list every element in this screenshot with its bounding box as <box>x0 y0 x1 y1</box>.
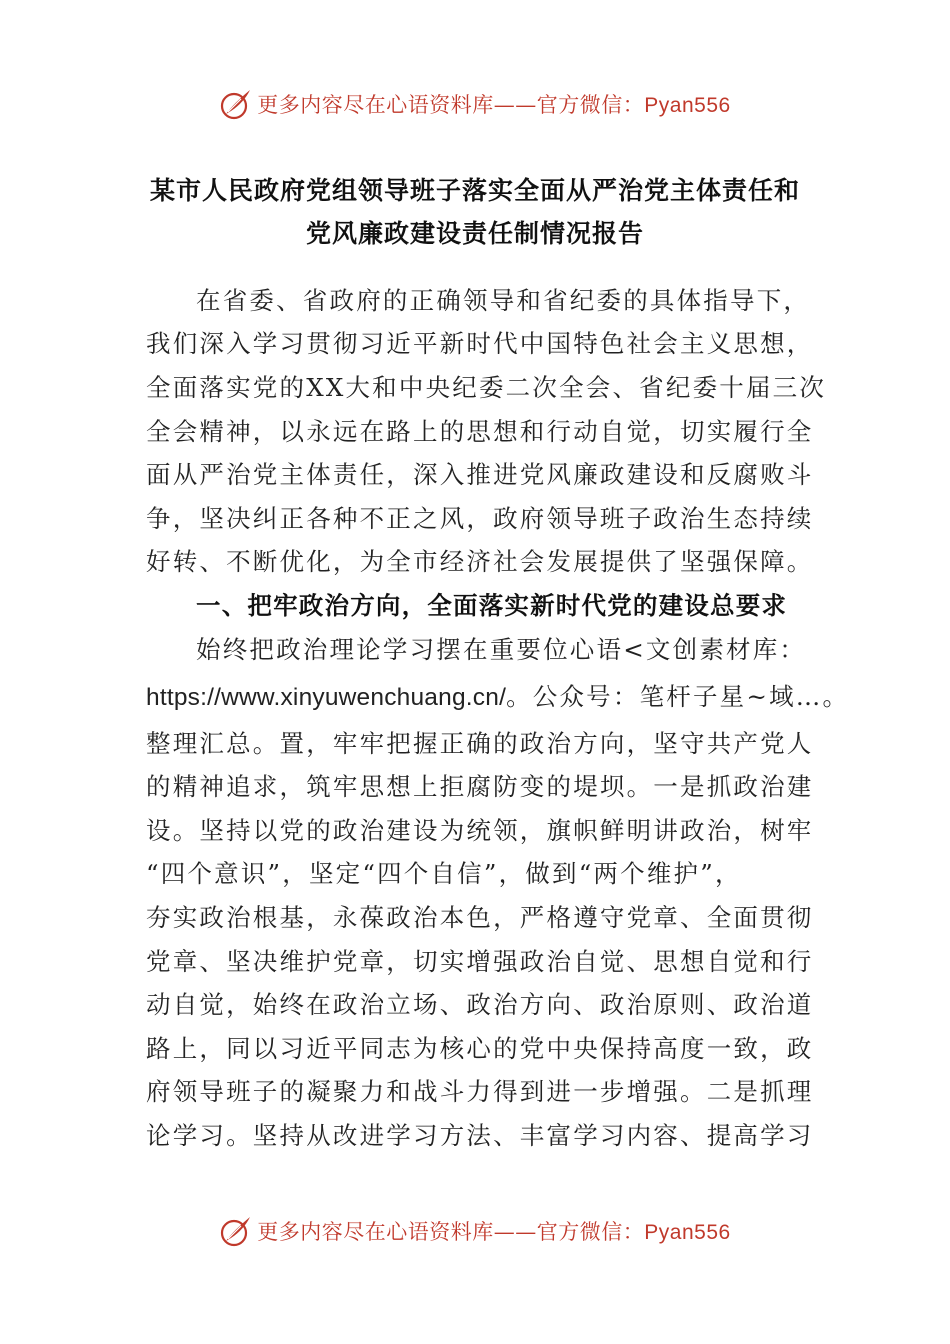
paragraph-line: 好转、不断优化，为全市经济社会发展提供了坚强保障。 <box>146 547 814 576</box>
paragraph-line: 始终把政治理论学习摆在重要位心语<文创素材库： <box>196 635 807 664</box>
paragraph-line: 面从严治党主体责任，深入推进党风廉政建设和反腐败斗 <box>146 460 814 489</box>
document-title-line-1: 某市人民政府党组领导班子落实全面从严治党主体责任和 <box>149 176 800 205</box>
paragraph-line: 全面落实党的XX大和中央纪委二次全会、省纪委十届三次 <box>146 373 827 402</box>
paragraph-line: 全会精神，以永远在路上的思想和行动自觉，切实履行全 <box>146 417 814 446</box>
paragraph-line: 论学习。坚持从改进学习方法、丰富学习内容、提高学习 <box>146 1121 814 1150</box>
watermark-text: 更多内容尽在心语资料库——官方微信：Pyan556 <box>257 93 731 117</box>
header-watermark <box>0 84 950 124</box>
paragraph-line: 府领导班子的凝聚力和战斗力得到进一步增强。二是抓理 <box>146 1077 814 1106</box>
paragraph-line: 我们深入学习贯彻习近平新时代中国特色社会主义思想， <box>146 329 814 358</box>
footer-watermark <box>0 1211 950 1251</box>
paragraph-line: 设。坚持以党的政治建设为统领，旗帜鲜明讲政治，树牢 <box>146 816 814 845</box>
paragraph-line: 夯实政治根基，永葆政治本色，严格遵守党章、全面贯彻 <box>146 903 814 932</box>
paragraph-line: 整理汇总。置，牢牢把握正确的政治方向，坚守共产党人 <box>146 729 814 758</box>
quill-pen-logo-icon <box>219 1214 253 1248</box>
paragraph-line: 党章、坚决维护党章，切实增强政治自觉、思想自觉和行 <box>146 947 814 976</box>
paragraph-line: 在省委、省政府的正确领导和省纪委的具体指导下， <box>196 286 811 315</box>
source-url-link[interactable]: https://www.xinyuwenchuang.cn/ <box>146 684 507 711</box>
paragraph-line: 路上，同以习近平同志为核心的党中央保持高度一致，政 <box>146 1034 814 1063</box>
section-heading: 一、把牢政治方向，全面落实新时代党的建设总要求 <box>196 591 788 620</box>
paragraph-line: “四个意识”，坚定“四个自信”，做到“两个维护”， <box>146 859 742 888</box>
paragraph-line: 的精神追求，筑牢思想上拒腐防变的堤坝。一是抓政治建 <box>146 772 814 801</box>
document-title-line-2: 党风廉政建设责任制情况报告 <box>305 219 644 248</box>
watermark-text: 更多内容尽在心语资料库——官方微信：Pyan556 <box>257 1220 731 1244</box>
paragraph-line-with-link: https://www.xinyuwenchuang.cn/。公众号：笔杆子星~域…。 <box>146 682 850 711</box>
paragraph-line: 动自觉，始终在政治立场、政治方向、政治原则、政治道 <box>146 990 814 1019</box>
paragraph-line: 争，坚决纠正各种不正之风，政府领导班子政治生态持续 <box>146 504 814 533</box>
quill-pen-logo-icon <box>219 87 253 121</box>
